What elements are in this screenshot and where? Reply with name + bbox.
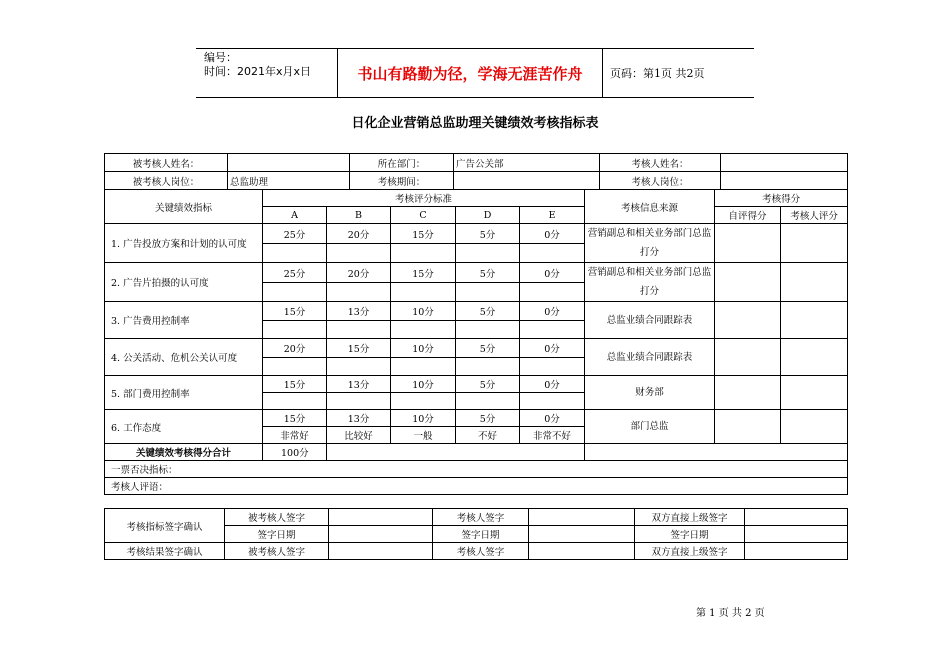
kpi-row bbox=[105, 302, 848, 321]
grade-score: 15分 bbox=[263, 410, 327, 427]
grade-header: D bbox=[456, 207, 520, 224]
reviewer-score-field[interactable] bbox=[781, 339, 848, 376]
grade-detail bbox=[520, 358, 585, 376]
reviewee-name-label: 被考核人姓名： bbox=[105, 154, 228, 172]
kpi-name: 1. 广告投放方案和计划的认可度 bbox=[105, 224, 263, 263]
reviewer-score-field[interactable] bbox=[781, 376, 848, 410]
grade-score: 13分 bbox=[327, 302, 391, 321]
indicator-confirm-label: 考核指标签字确认 bbox=[105, 509, 225, 543]
self-score-field[interactable] bbox=[715, 224, 781, 263]
reviewer-score-header: 考核人评分 bbox=[781, 207, 848, 224]
grade-detail bbox=[391, 393, 456, 410]
sign-date-field[interactable] bbox=[529, 526, 635, 543]
grade-score: 25分 bbox=[263, 263, 327, 283]
reviewee-name-field[interactable] bbox=[228, 154, 350, 172]
kpi-source: 部门总监 bbox=[585, 410, 715, 444]
kpi-name: 2. 广告片拍摄的认可度 bbox=[105, 263, 263, 302]
header-meta bbox=[204, 51, 342, 79]
grade-score: 0分 bbox=[520, 339, 585, 358]
dept-value: 广告公关部 bbox=[454, 154, 600, 172]
veto-row bbox=[105, 461, 848, 478]
grade-score: 15分 bbox=[263, 376, 327, 393]
grade-detail bbox=[456, 358, 520, 376]
kpi-table bbox=[104, 189, 848, 495]
kpi-source: 营销副总和相关业务部门总监打分 bbox=[585, 263, 715, 302]
grade-score: 0分 bbox=[520, 376, 585, 393]
grade-detail bbox=[391, 358, 456, 376]
grade-score: 5分 bbox=[456, 302, 520, 321]
grade-detail bbox=[263, 393, 327, 410]
grade-score: 10分 bbox=[391, 302, 456, 321]
grade-score: 13分 bbox=[327, 376, 391, 393]
sign-date-field[interactable] bbox=[745, 526, 848, 543]
grade-detail bbox=[327, 244, 391, 263]
veto-label: 一票否决指标： bbox=[105, 461, 848, 478]
reviewee-sign-label: 被考核人签字 bbox=[225, 543, 329, 560]
reviewee-position-label: 被考核人岗位： bbox=[105, 172, 228, 190]
period-label: 考核期间： bbox=[350, 172, 454, 190]
grade-score: 0分 bbox=[520, 302, 585, 321]
reviewee-sign-field[interactable] bbox=[329, 509, 433, 526]
kpi-row bbox=[105, 263, 848, 283]
superior-sign-label: 双方直接上级签字 bbox=[635, 509, 745, 526]
grade-descriptor: 不好 bbox=[456, 427, 520, 444]
reviewee-position-value: 总监助理 bbox=[228, 172, 350, 190]
grade-score: 0分 bbox=[520, 224, 585, 244]
reviewer-position-label: 考核人岗位： bbox=[600, 172, 721, 190]
self-score-field[interactable] bbox=[715, 376, 781, 410]
grade-score: 20分 bbox=[263, 339, 327, 358]
grade-detail bbox=[391, 321, 456, 339]
score-header: 考核得分 bbox=[715, 190, 848, 207]
kpi-source: 营销副总和相关业务部门总监打分 bbox=[585, 224, 715, 263]
kpi-header: 关键绩效指标 bbox=[105, 190, 263, 224]
kpi-name: 3. 广告费用控制率 bbox=[105, 302, 263, 339]
superior-sign-field[interactable] bbox=[745, 509, 848, 526]
period-field[interactable] bbox=[454, 172, 600, 190]
kpi-source: 财务部 bbox=[585, 376, 715, 410]
reviewer-score-field[interactable] bbox=[781, 410, 848, 444]
self-score-field[interactable] bbox=[715, 263, 781, 302]
source-header: 考核信息来源 bbox=[585, 190, 715, 224]
self-score-field[interactable] bbox=[715, 339, 781, 376]
time-label: 时间：2021年x月x日 bbox=[204, 65, 312, 78]
grade-score: 5分 bbox=[456, 224, 520, 244]
grade-score: 15分 bbox=[263, 302, 327, 321]
grade-score: 5分 bbox=[456, 263, 520, 283]
grade-score: 5分 bbox=[456, 376, 520, 393]
reviewer-sign-field[interactable] bbox=[529, 543, 635, 560]
reviewer-score-field[interactable] bbox=[781, 302, 848, 339]
superior-sign-label: 双方直接上级签字 bbox=[635, 543, 745, 560]
grade-score: 10分 bbox=[391, 410, 456, 427]
grade-detail bbox=[520, 393, 585, 410]
grade-header: C bbox=[391, 207, 456, 224]
reviewer-score-field[interactable] bbox=[781, 263, 848, 302]
grade-header: A bbox=[263, 207, 327, 224]
grade-score: 15分 bbox=[327, 339, 391, 358]
grade-score: 0分 bbox=[520, 410, 585, 427]
grade-score: 20分 bbox=[327, 224, 391, 244]
grade-detail bbox=[327, 321, 391, 339]
kpi-name: 5. 部门费用控制率 bbox=[105, 376, 263, 410]
grade-score: 5分 bbox=[456, 410, 520, 427]
grade-detail bbox=[263, 358, 327, 376]
dept-label: 所在部门： bbox=[350, 154, 454, 172]
grade-detail bbox=[263, 321, 327, 339]
page-footer: 第 1 页 共 2 页 bbox=[696, 608, 765, 619]
total-label: 关键绩效考核得分合计 bbox=[105, 444, 263, 461]
kpi-source: 总监业绩合同跟踪表 bbox=[585, 339, 715, 376]
kpi-source: 总监业绩合同跟踪表 bbox=[585, 302, 715, 339]
grade-score: 15分 bbox=[391, 263, 456, 283]
grade-detail bbox=[456, 393, 520, 410]
total-row bbox=[105, 444, 848, 461]
grade-score: 25分 bbox=[263, 224, 327, 244]
kpi-row bbox=[105, 224, 848, 244]
reviewee-sign-label: 被考核人签字 bbox=[225, 509, 329, 526]
total-value: 100分 bbox=[263, 444, 327, 461]
grade-score: 15分 bbox=[391, 224, 456, 244]
reviewee-sign-field[interactable] bbox=[329, 543, 433, 560]
grade-detail bbox=[263, 283, 327, 302]
kpi-name: 6. 工作态度 bbox=[105, 410, 263, 444]
kpi-row bbox=[105, 376, 848, 393]
comment-row bbox=[105, 478, 848, 495]
self-score-header: 自评得分 bbox=[715, 207, 781, 224]
grade-detail bbox=[520, 244, 585, 263]
reviewer-name-field[interactable] bbox=[721, 154, 848, 172]
self-score-field[interactable] bbox=[715, 302, 781, 339]
grade-score: 10分 bbox=[391, 339, 456, 358]
grade-descriptor: 一般 bbox=[391, 427, 456, 444]
grade-header: B bbox=[327, 207, 391, 224]
kpi-name: 4. 公关活动、危机公关认可度 bbox=[105, 339, 263, 376]
grade-descriptor: 比较好 bbox=[327, 427, 391, 444]
grade-detail bbox=[456, 321, 520, 339]
kpi-header-row bbox=[105, 190, 848, 207]
header-slogan: 书山有路勤为径，学海无涯苦作舟 bbox=[337, 49, 603, 97]
page-header bbox=[196, 48, 754, 98]
document-title: 日化企业营销总监助理关键绩效考核指标表 bbox=[351, 116, 599, 131]
info-table bbox=[104, 153, 848, 190]
superior-sign-field[interactable] bbox=[745, 543, 848, 560]
result-confirm-label: 考核结果签字确认 bbox=[105, 543, 225, 560]
grade-descriptor: 非常不好 bbox=[520, 427, 585, 444]
grade-descriptor: 非常好 bbox=[263, 427, 327, 444]
grade-score: 13分 bbox=[327, 410, 391, 427]
kpi-row bbox=[105, 410, 848, 427]
grade-detail bbox=[327, 358, 391, 376]
grade-header: E bbox=[520, 207, 585, 224]
grade-detail bbox=[391, 244, 456, 263]
sign-date-field[interactable] bbox=[329, 526, 433, 543]
grade-score: 0分 bbox=[520, 263, 585, 283]
comment-label: 考核人评语： bbox=[105, 478, 848, 495]
grade-detail bbox=[263, 244, 327, 263]
grade-score: 5分 bbox=[456, 339, 520, 358]
total-blank bbox=[585, 444, 848, 461]
grade-score: 10分 bbox=[391, 376, 456, 393]
grade-detail bbox=[456, 244, 520, 263]
self-score-field[interactable] bbox=[715, 410, 781, 444]
signature-table bbox=[104, 508, 848, 560]
reviewer-sign-label: 考核人签字 bbox=[433, 543, 529, 560]
sign-date-label: 签字日期 bbox=[433, 526, 529, 543]
header-page-code: 页码：第1页 共2页 bbox=[610, 67, 705, 80]
number-label: 编号： bbox=[204, 51, 237, 64]
reviewer-name-label: 考核人姓名： bbox=[600, 154, 721, 172]
total-blank bbox=[327, 444, 585, 461]
grade-detail bbox=[456, 283, 520, 302]
reviewer-sign-label: 考核人签字 bbox=[433, 509, 529, 526]
reviewer-position-field[interactable] bbox=[721, 172, 848, 190]
grade-detail bbox=[327, 283, 391, 302]
reviewer-score-field[interactable] bbox=[781, 224, 848, 263]
grade-score: 20分 bbox=[327, 263, 391, 283]
grade-detail bbox=[327, 393, 391, 410]
grade-detail bbox=[391, 283, 456, 302]
grade-detail bbox=[520, 321, 585, 339]
sign-date-label: 签字日期 bbox=[225, 526, 329, 543]
grade-detail bbox=[520, 283, 585, 302]
kpi-row bbox=[105, 339, 848, 358]
reviewer-sign-field[interactable] bbox=[529, 509, 635, 526]
sign-date-label: 签字日期 bbox=[635, 526, 745, 543]
standard-header: 考核评分标准 bbox=[263, 190, 585, 207]
